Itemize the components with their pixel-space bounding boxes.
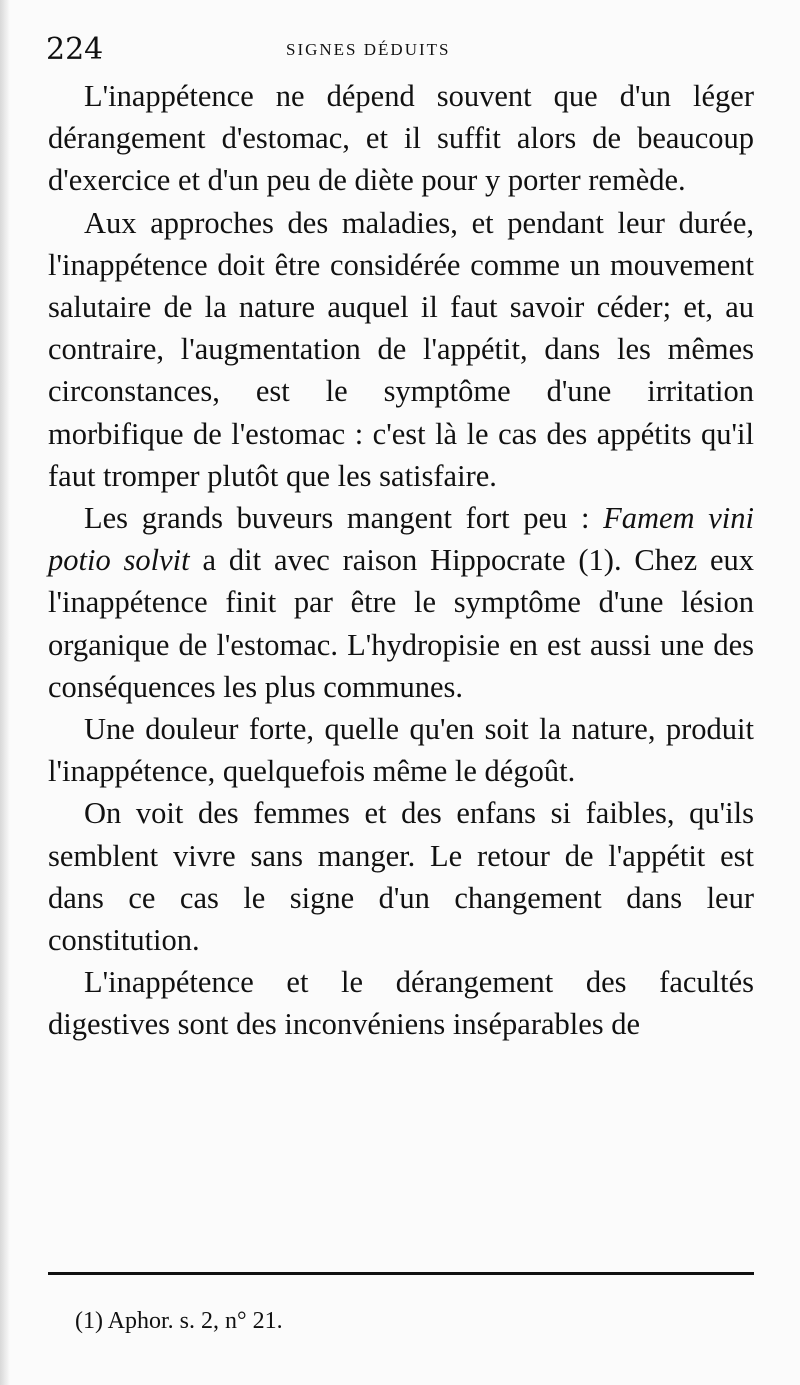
paragraph: On voit des femmes et des enfans si faibles, qu'ils semblent vivre sans manger. Le retour de l'appétit est dans ce cas le signe d'un changement dans leur constitution. — [48, 796, 754, 958]
body-text — [48, 75, 754, 1046]
paragraph-text: a dit avec raison Hippocrate (1). Chez eux l'inappétence finit par être le symptôme d'une lésion organique de l'estomac. L'hydropisie en est aussi une des conséquences les plus communes. — [48, 543, 754, 704]
paragraph: Une douleur forte, quelle qu'en soit la nature, produit l'inappétence, quelquefois même le dégoût. — [48, 712, 754, 789]
footnote: (1) Aphor. s. 2, n° 21. — [75, 1308, 283, 1334]
page-header — [46, 32, 752, 72]
footnote-rule — [48, 1272, 754, 1275]
page-number: 224 — [46, 32, 104, 67]
paragraph: L'inappétence et le dérangement des facultés digestives sont des inconvéniens inséparables de — [48, 965, 754, 1042]
latin-quote: Famem vini potio solvit — [48, 501, 754, 578]
running-head: SIGNES DÉDUITS — [286, 40, 451, 59]
page-edge-shadow — [0, 0, 10, 1385]
paragraph — [48, 497, 754, 708]
paragraph: L'inappétence ne dépend souvent que d'un léger dérangement d'estomac, et il suffit alors de beaucoup d'exercice et d'un peu de diète pour y porter remède. — [48, 79, 754, 198]
paragraph: Aux approches des maladies, et pendant leur durée, l'inappétence doit être considérée comme un mouvement salutaire de la nature auquel il faut savoir céder; et, au contraire, l'augmentation de l'appétit, dans les mêmes circonstances, est le symptôme d'une irritation morbifique de l'estomac : c'est là le cas des appétits qu'il faut tromper plutôt que les satisfaire. — [48, 205, 754, 493]
paragraph-text: Les grands buveurs mangent fort peu : — [84, 501, 604, 536]
